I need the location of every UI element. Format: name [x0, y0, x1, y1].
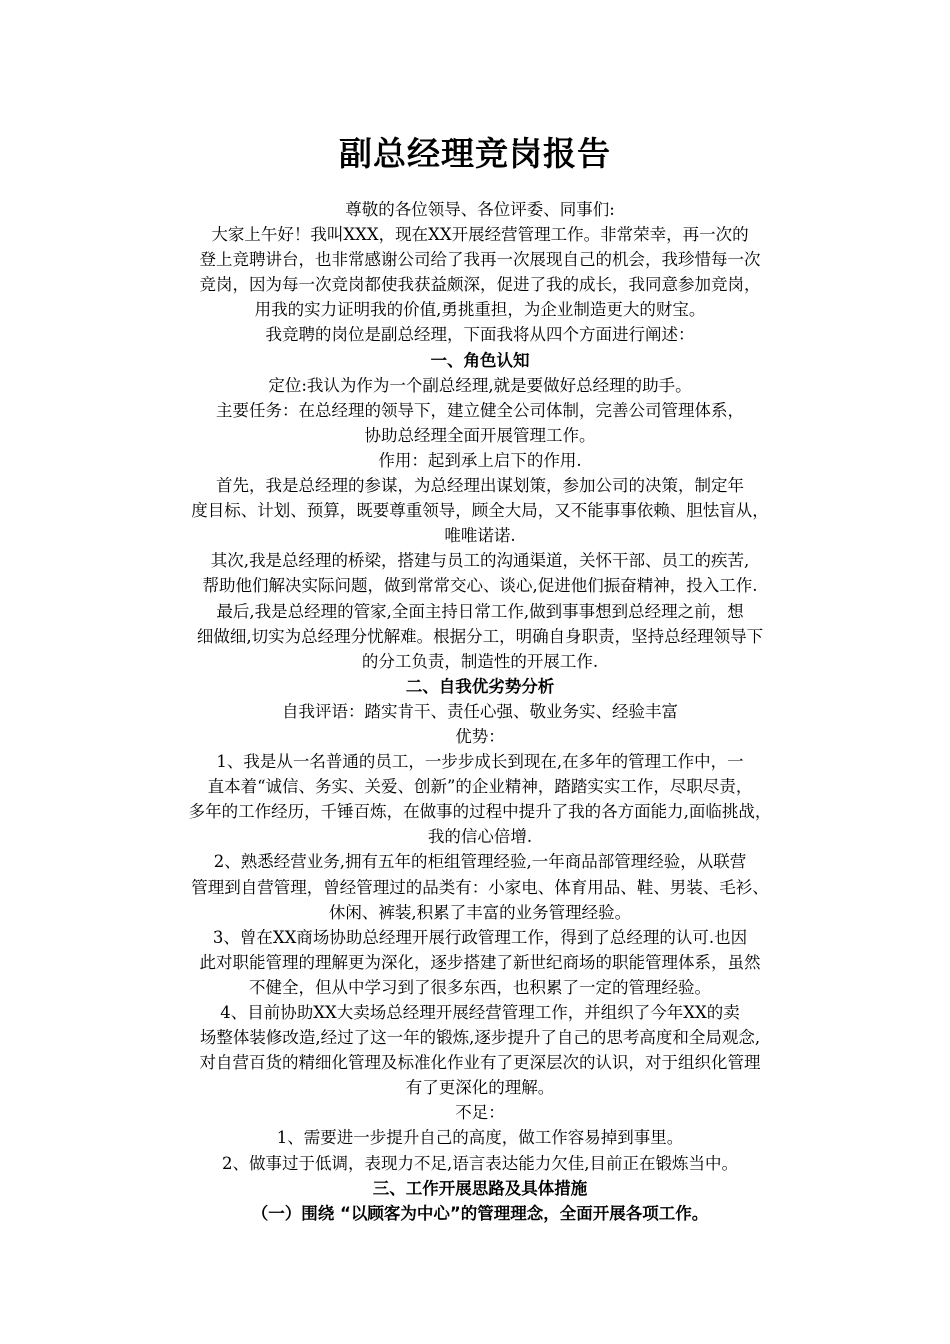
- text-line: 我的信心倍增.: [427, 827, 533, 847]
- document-body: [140, 197, 820, 1226]
- text-line: 最后,我是总经理的管家,全面主持日常工作,做到事事想到总经理之前，想: [216, 601, 744, 621]
- text-line: 对自营百货的精细化管理及标准化作业有了更深层次的认识，对于组织化管理: [199, 1053, 761, 1073]
- section-heading: 一、角色认知: [430, 350, 530, 370]
- text-line: 大家上午好！我叫XXX，现在XX开展经营管理工作。非常荣幸，再一次的: [211, 225, 749, 245]
- text-line: 度目标、计划、预算，既要尊重领导，顾全大局，又不能事事依赖、胆怯盲从，: [191, 501, 769, 521]
- text-line: 首先，我是总经理的参谋，为总经理出谋划策，参加公司的决策，制定年: [216, 476, 744, 496]
- text-line: 直本着“诚信、务实、关爱、创新”的企业精神，踏踏实实工作，尽职尽责，: [207, 777, 753, 797]
- text-line: 不健全，但从中学习到了很多东西，也积累了一定的管理经验。: [249, 977, 711, 997]
- text-line: 休闲、裤装,积累了丰富的业务管理经验。: [328, 902, 632, 922]
- text-line: 不足：: [455, 1103, 505, 1123]
- text-line: 唯唯诺诺.: [444, 526, 516, 546]
- text-line: 3、曾在XX商场协助总经理开展行政管理工作，得到了总经理的认可.也因: [212, 927, 748, 947]
- text-line: 细做细,切实为总经理分忧解难。根据分工，明确自身职责，坚持总经理领导下: [196, 626, 764, 646]
- text-line: 多年的工作经历，千锤百炼，在做事的过程中提升了我的各方面能力,面临挑战，: [188, 802, 772, 822]
- text-line: 定位:我认为作为一个副总经理,就是要做好总经理的助手。: [268, 375, 692, 395]
- text-line: 2、做事过于低调，表现力不足,语言表达能力欠佳,目前正在锻炼当中。: [222, 1153, 738, 1173]
- text-line: 帮助他们解决实际问题，做到常常交心、谈心,促进他们振奋精神，投入工作.: [202, 576, 758, 596]
- text-line: 我竞聘的岗位是副总经理，下面我将从四个方面进行阐述：: [265, 325, 695, 345]
- text-line: 此对职能管理的理解更为深化，逐步搭建了新世纪商场的职能管理体系，虽然: [199, 952, 761, 972]
- text-line: 优势：: [455, 726, 505, 746]
- section-heading: 二、自我优劣势分析: [405, 676, 555, 696]
- text-line: 协助总经理全面开展管理工作。: [364, 425, 596, 445]
- text-line: 尊敬的各位领导、各位评委、同事们:: [345, 200, 615, 219]
- text-line: 自我评语：踏实肯干、责任心强、敬业务实、经验丰富: [282, 701, 678, 721]
- text-line: 其次,我是总经理的桥梁，搭建与员工的沟通渠道，关怀干部、员工的疾苦,: [210, 551, 750, 571]
- text-line: 主要任务：在总经理的领导下，建立健全公司体制，完善公司管理体系，: [216, 400, 744, 420]
- section-heading: （一）围绕 “以顾客为中心”的管理理念，全面开展各项工作。: [251, 1203, 709, 1223]
- text-line: 竞岗，因为每一次竞岗都使我获益颇深，促进了我的成长，我同意参加竞岗，: [199, 275, 761, 295]
- text-line: 2、熟悉经营业务,拥有五年的柜组管理经验,一年商品部管理经验，从联营: [213, 852, 747, 872]
- text-line: 登上竞聘讲台，也非常感谢公司给了我再一次展现自己的机会，我珍惜每一次: [199, 250, 761, 270]
- text-line: 4、目前协助XX大卖场总经理开展经营管理工作，并组织了今年XX的卖: [220, 1003, 740, 1022]
- text-line: 场整体装修改造,经过了这一年的锻炼,逐步提升了自己的思考高度和全局观念,: [199, 1028, 761, 1048]
- text-line: 有了更深化的理解。: [405, 1078, 555, 1098]
- document-title: 副总经理竞岗报告: [339, 134, 611, 173]
- section-heading: 三、工作开展思路及具体措施: [372, 1178, 588, 1198]
- text-line: 的分工负责，制造性的开展工作.: [361, 651, 599, 671]
- text-line: 作用：起到承上启下的作用.: [378, 450, 582, 470]
- text-line: 1、需要进一步提升自己的高度，做工作容易掉到事里。: [276, 1128, 684, 1148]
- text-line: 管理到自营管理，曾经管理过的品类有：小家电、体育用品、鞋、男装、毛衫、: [191, 877, 769, 897]
- text-line: 用我的实力证明我的价值,勇挑重担，为企业制造更大的财宝。: [254, 300, 706, 320]
- text-line: 1、我是从一名普通的员工，一步步成长到现在,在多年的管理工作中，一: [216, 752, 744, 772]
